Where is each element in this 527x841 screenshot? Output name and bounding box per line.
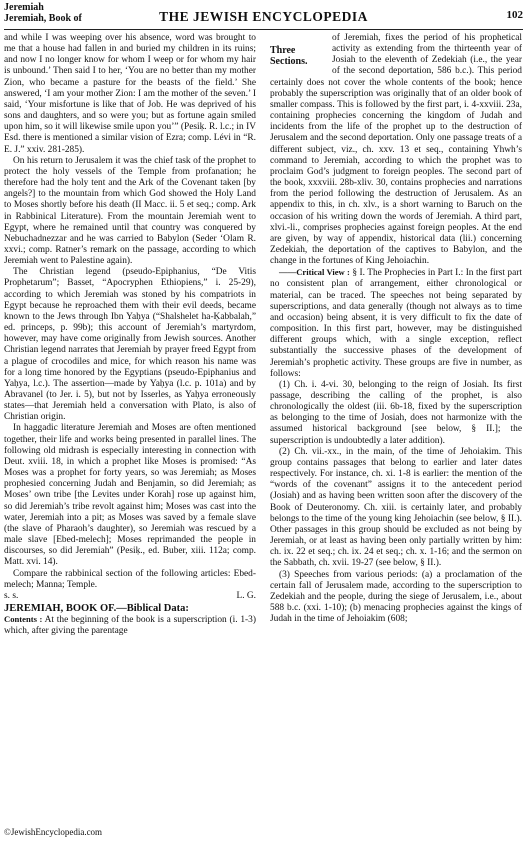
copyright-footer: ©JewishEncyclopedia.com	[4, 827, 103, 837]
header-rule	[4, 29, 523, 30]
encyclopedia-title: THE JEWISH ENCYCLOPEDIA	[159, 9, 368, 24]
list-item: (2) Ch. vii.-xx., in the main, of the time of Jehoiakim. This group contains passages that belong to earlier and later dates respectively. For instance, ch. xi. 1-8 is earlier: the mention of the “words of the covenant” assigns it to the antecedent period (Josiah) and as having been written soon after the discovery of the Book of Deuteronomy. Ch. xiii. is certainly later, and probably belongs to the time of the young king Jehoiachin (see below, § II.). Other passages in this group should be excluded as not being by Jeremiah, or at least as having been only partially written by him: ch. ix. 22 et seq.; ch. ix. 24 et seq.; ch. x. 1-16; and the sermon on the Sabbath, ch. xvii. 19-27 (see below, § II.).	[270, 446, 522, 569]
critical-view-text: § I. The Prophecies in Part I.: In the first part no consistent plan of arrangement, either chronological or material, can be traced. The speeches not being separated by superscriptions, and data generally (though not always as to time and occasion) being absent, it is very difficult to fix the date of composition. In this first part, however, may be distinguished different groups which, with a single exception, reflect substantially the successive phases of the development of Jeremiah’s prophetic activity. These groups are five in number, as follows:	[270, 268, 522, 379]
critical-view-label: ——Critical View :	[279, 267, 350, 278]
left-column	[4, 33, 256, 825]
paragraph: and while I was weeping over his absence, word was brought to me that a house had fallen in and buried my children in its ruins; and now I no longer know for whom I weep or for whom my hair is unbound.’ Then said I to her, ‘You are no better than my mother Zion, who became a pasture for the beasts of the field.’ She answered, ‘I am your mother Zion: I am the mother of the seven.’ I said, ‘Your misfortune is like that of Job. He was deprived of his sons and daughters, and so were you; but as fortune again smiled upon him, so it will likewise smile upon you’” (Pesiḳ. R. l.c.; in IV Esd. there is mentioned a similar vision of Ezra; comp. Lévi in “R. E. J.” xxiv. 281-285).	[4, 33, 256, 155]
contents-label: Contents :	[4, 614, 43, 625]
list-item: (3) Speeches from various periods: (a) a proclamation of the certain fall of Jerusalem made, according to the superscription to Zedekiah and the people, during the siege of Jerusalem, i.e., about 588 b.c. (xxi. 1-10); (b) menacing prophecies against the kings of Judah in the time of Jehoiakim (608;	[270, 569, 522, 625]
list-item: (1) Ch. i. 4-vi. 30, belonging to the reign of Josiah. Its first passage, describing the calling of the prophet, is also chronologically the oldest (iii. 6b-18, fixed by the superscription as belonging to the time of Josiah, does not harmonize with the assumed historical background [see below, § II.]; the superscription is undoubtedly a later addition).	[270, 379, 522, 446]
page-number: 102	[506, 9, 523, 21]
contents-text: At the beginning of the book is a superscription (i. 1-3) which, after giving the parentage	[4, 615, 256, 637]
contents-paragraph	[4, 614, 256, 637]
paragraph: In haggadic literature Jeremiah and Moses are often mentioned together, their life and works being presented in parallel lines. The following old midrash is especially interesting in connection with Deut. xviii. 18, in which a prophet like Moses is promised: “As Moses was a prophet for forty years, so was Jeremiah; as Moses prophesied concerning Judah and Benjamin, so did Jeremiah; as Moses’ own tribe [the Levites under Korah] rose up against him, so did Jeremiah’s tribe revolt against him; Moses was cast into the water, Jeremiah into a pit; as Moses was saved by a female slave (the slave of Pharaoh’s daughter), so Jeremiah was rescued by a male slave [Ebed-melech]; Moses reprimanded the people in discourses, so did Jeremiah” (Pesiḳ., ed. Buber, xiii. 112a; comp. Matt. xvi. 14).	[4, 423, 256, 568]
running-head-line-2: Jeremiah, Book of	[4, 13, 82, 24]
signature-right: L. G.	[236, 590, 256, 601]
right-column	[270, 33, 522, 825]
paragraph-text: of Jeremiah, fixes the period of his prophetical activity as extending from the thirteenth year of Josiah to the eleventh of Zedekiah (i.e., the year of the second deportation, 586 b.c.). This period certainly does not cover the whole contents of the book; hence probably the superscription was originally that of an older book of smaller compass. This is followed by the first part, i. 4-xxviii. 23a, containing prophecies concerning the kingdom of Judah and incidents from the life of the prophet up to the destruction of Jerusalem and the second deportation. Only one passage treats of a different subject, viz., ch. xxv. 13 et seq., containing Yhwh’s command to Jeremiah, according to which the prophet was to proclaim God’s judgment to foreign peoples. The second part of the book, xxxviii. 28b-xliv. 30, contains prophecies and narrations from the period following the destruction of Jerusalem. As an appendix to this, in ch. xlv., is a short warning to Baruch on the occasion of his writing down the words of Jeremiah. A third part, xlvi.-li., comprises prophecies against foreign peoples. At the end are given, by way of appendix, historical data (lii.) concerning Zedekiah, the deportation of the captives to Babylon, and the change in the fortunes of King Jehoiachin.	[270, 33, 522, 267]
page-header	[4, 2, 523, 30]
paragraph: On his return to Jerusalem it was the chief task of the prophet to protect the holy vessels of the Temple from profanation; he therefore had the holy tent and the Ark of the Covenant taken [by angels?] to the mountain from which God showed the Holy Land to Moses shortly before his death (II Macc. ii. 5 et seq.; comp. Ark in Rabbinical Literature). From the mountain Jeremiah went to Egypt, where he remained until that country was conquered by Nebuchadnezzar and he was carried to Babylon (Seder ‘Olam R. xxvi.; comp. Ratner’s remark on the passage, according to which Jeremiah went to Palestine again).	[4, 155, 256, 267]
paragraph: Compare the rabbinical section of the following articles: Ebed-melech; Manna; Temple.	[4, 568, 256, 590]
paragraph	[270, 33, 522, 267]
critical-view-paragraph	[270, 267, 522, 380]
article-title: JEREMIAH, BOOK OF.—Biblical Data:	[4, 602, 189, 614]
signature-left: s. s.	[4, 590, 19, 601]
side-heading: Three Sections.	[270, 45, 308, 68]
paragraph: The Christian legend (pseudo-Epiphanius, “De Vitis Prophetarum”; Basset, “Apocryphen Ethiopiens,” i. 25-29), according to which Jeremiah was stoned by his compatriots in Egypt because he reproached them with their evil deeds, became known to the Jews through Ibn Yaḥya (“Shalshelet ha-Ḳabbalah,” ed. princeps, p. 99b); this account of Jeremiah’s martyrdom, however, may have come originally from Jewish sources. Another Christian legend narrates that Jeremiah by prayer freed Egypt from a plague of crocodiles and mice, for which reason his name was for a long time honored by the Egyptians (pseudo-Epiphanius and Yaḥya, l.c.). The assertion—made by Yaḥya (l.c. p. 101a) and by Abravanel (to Jer. i. 5), but not by Isserles, as Yaḥya erroneously states—that Jeremiah held a conversation with Plato, is also of Christian origin.	[4, 267, 256, 423]
running-head-line-1: Jeremiah	[4, 2, 44, 13]
author-signature	[4, 591, 256, 602]
